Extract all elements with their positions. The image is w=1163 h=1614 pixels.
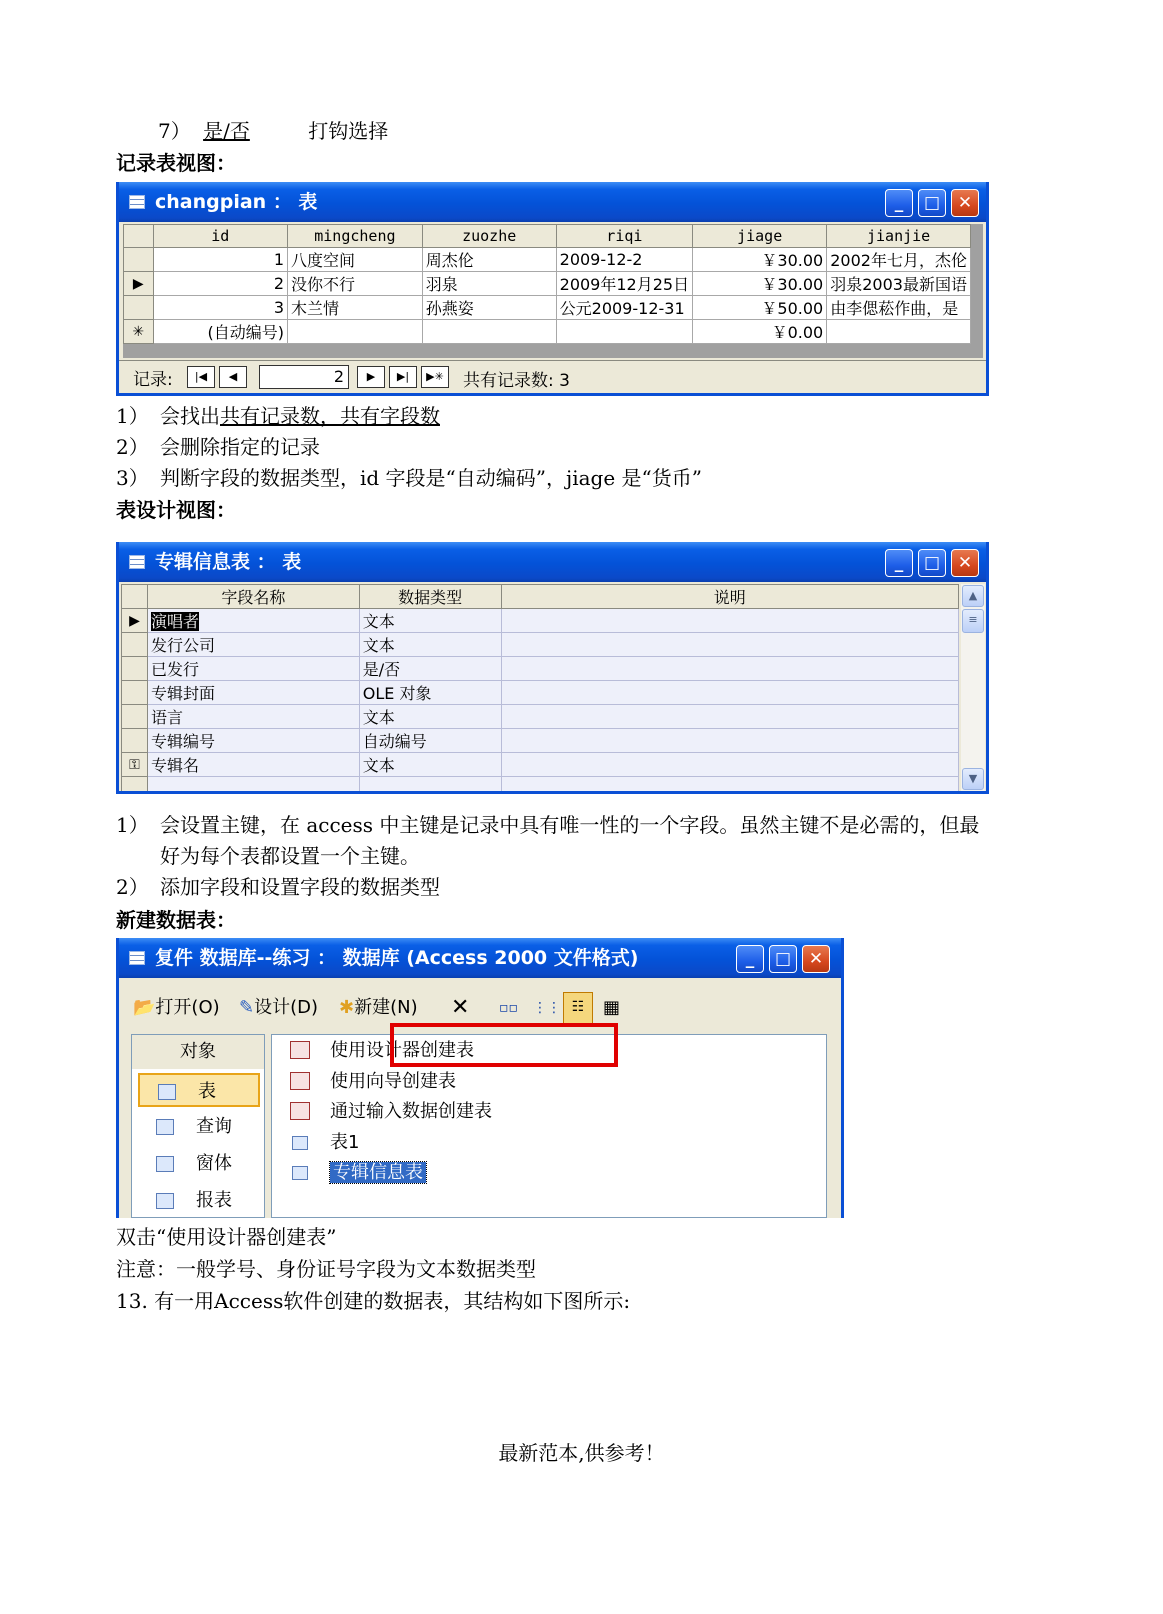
- cell-riqi[interactable]: 2009年12月25日: [556, 272, 692, 296]
- list-item-continuation: 好为每个表都设置一个主键。: [160, 844, 420, 868]
- design-button[interactable]: ✎设计(D): [239, 997, 318, 1018]
- heading-new-table: 新建数据表：: [116, 908, 236, 932]
- column-header-id[interactable]: id: [153, 225, 288, 248]
- last-record-icon[interactable]: ▶|: [389, 366, 417, 388]
- list-number: 7）: [158, 119, 191, 143]
- row-selector[interactable]: [122, 729, 148, 753]
- close-button[interactable]: ✕: [951, 189, 979, 217]
- object-item-label: 专辑信息表: [330, 1162, 426, 1183]
- data-type-cell[interactable]: 文本: [359, 609, 501, 633]
- type-name: 是/否: [203, 119, 250, 143]
- objects-pane: [131, 1034, 265, 1218]
- small-icons-icon[interactable]: ⋮⋮: [533, 1000, 561, 1016]
- maximize-button[interactable]: □: [918, 189, 946, 217]
- object-item-label: 通过输入数据创建表: [330, 1101, 492, 1122]
- db-toolbar: [133, 994, 833, 1024]
- cell-mingcheng[interactable]: [288, 320, 423, 344]
- table-icon: [129, 195, 145, 209]
- object-list: [271, 1034, 827, 1218]
- field-name-cell[interactable]: 语言: [147, 705, 359, 729]
- list-text: 添加字段和设置字段的数据类型: [160, 875, 440, 899]
- maximize-button[interactable]: □: [918, 549, 946, 577]
- highlight-box: [390, 1023, 618, 1067]
- row-selector[interactable]: [124, 248, 154, 272]
- list-2: [116, 812, 979, 905]
- cell-jiage[interactable]: ￥30.00: [693, 272, 827, 296]
- cell-id[interactable]: 3: [153, 296, 288, 320]
- field-name-cell[interactable]: [147, 609, 359, 633]
- cell-id[interactable]: (自动编号): [153, 320, 288, 344]
- column-header-riqi[interactable]: riqi: [556, 225, 692, 248]
- cell-jianjie[interactable]: [827, 320, 971, 344]
- large-icons-icon[interactable]: ▫▫: [499, 1000, 518, 1016]
- description-cell[interactable]: [501, 609, 958, 633]
- window-title: 专辑信息表 ： 表: [155, 551, 302, 573]
- column-header-jianjie[interactable]: jianjie: [827, 225, 971, 248]
- scroll-down-icon[interactable]: ▼: [962, 768, 984, 790]
- design-window: [116, 542, 989, 794]
- object-item-1[interactable]: [286, 1068, 456, 1096]
- cell-jianjie[interactable]: 羽泉2003最新国语: [827, 272, 971, 296]
- field-name-cell[interactable]: 专辑名: [147, 753, 359, 777]
- list-text: 判断字段的数据类型，id 字段是“自动编码”，jiage 是“货币”: [160, 466, 702, 490]
- table-row: [122, 729, 959, 753]
- scroll-thumb[interactable]: ≡: [962, 609, 984, 633]
- row-selector[interactable]: [122, 777, 148, 795]
- design-grid: [121, 584, 959, 794]
- create-table-icon: [290, 1041, 310, 1059]
- table-row: [124, 272, 971, 296]
- minimize-button[interactable]: _: [736, 945, 764, 973]
- open-button[interactable]: 📂打开(O): [133, 997, 220, 1018]
- table-row: [122, 705, 959, 729]
- field-name-cell[interactable]: 专辑封面: [147, 681, 359, 705]
- primary-key-icon[interactable]: ⚿: [122, 753, 148, 777]
- footer: 最新范本,供参考！: [498, 1441, 665, 1465]
- list-text: 会删除指定的记录: [160, 435, 320, 459]
- field-name-cell[interactable]: [147, 777, 359, 795]
- list-1: [116, 403, 702, 496]
- table-row: [122, 657, 959, 681]
- open-icon: 📂: [133, 997, 156, 1018]
- cell-zuozhe[interactable]: 周杰伦: [422, 248, 556, 272]
- description-cell[interactable]: [501, 705, 958, 729]
- table-row: [122, 633, 959, 657]
- object-item-label: 使用向导创建表: [330, 1070, 456, 1092]
- corner-selector[interactable]: [122, 585, 148, 609]
- row-selector[interactable]: [122, 633, 148, 657]
- cell-jianjie[interactable]: 2002年七月，杰伦: [827, 248, 971, 272]
- row-selector[interactable]: ▶: [124, 272, 154, 296]
- objects-header: 对象: [132, 1035, 264, 1069]
- minimize-button[interactable]: _: [885, 189, 913, 217]
- paragraph-note: 注意：一般学号、身份证号字段为文本数据类型: [116, 1257, 536, 1281]
- new-record-icon[interactable]: ▶✳: [421, 366, 449, 388]
- datasheet-area: [123, 224, 983, 358]
- description-cell[interactable]: [501, 729, 958, 753]
- object-type-icon: [156, 1156, 174, 1172]
- description-cell[interactable]: [501, 753, 958, 777]
- cell-riqi[interactable]: 公元2009-12-31: [556, 296, 692, 320]
- object-type-3[interactable]: 报表: [138, 1184, 260, 1218]
- table-icon: [129, 555, 145, 569]
- vertical-scrollbar[interactable]: [961, 584, 985, 792]
- object-type-icon: [156, 1119, 174, 1135]
- design-icon: ✎: [239, 997, 255, 1018]
- cell-jianjie[interactable]: 由李偲菘作曲，是: [827, 296, 971, 320]
- data-type-cell[interactable]: [359, 777, 501, 795]
- column-header-zuozhe[interactable]: zuozhe: [422, 225, 556, 248]
- cell-jiage[interactable]: ￥50.00: [693, 296, 827, 320]
- row-selector[interactable]: ✳: [124, 320, 154, 344]
- cell-mingcheng[interactable]: 没你不行: [288, 272, 423, 296]
- field-name-cell[interactable]: 已发行: [147, 657, 359, 681]
- table-row: [122, 681, 959, 705]
- field-name-cell[interactable]: 专辑编号: [147, 729, 359, 753]
- create-table-icon: [290, 1072, 310, 1090]
- record-navigator: [119, 360, 989, 393]
- row-selector[interactable]: [124, 296, 154, 320]
- list-text-underlined: 共有记录数，共有字段数: [220, 404, 440, 428]
- description-cell[interactable]: [501, 657, 958, 681]
- record-count: 共有记录数: 3: [463, 371, 570, 391]
- next-record-icon[interactable]: ▶: [357, 366, 385, 388]
- description-cell[interactable]: [501, 777, 958, 795]
- cell-mingcheng[interactable]: 八度空间: [288, 248, 423, 272]
- window-title: changpian ： 表: [155, 191, 318, 213]
- heading-record-view: 记录表视图：: [116, 151, 236, 175]
- list-number: 2）: [116, 875, 149, 899]
- create-table-icon: [290, 1102, 310, 1120]
- list-number: 2）: [116, 435, 149, 459]
- object-type-icon: [158, 1084, 176, 1100]
- data-type-cell[interactable]: 文本: [359, 633, 501, 657]
- paragraph-dblclick: 双击“使用设计器创建表”: [116, 1225, 337, 1249]
- list-item: [116, 465, 702, 496]
- column-header[interactable]: 字段名称: [147, 585, 359, 609]
- row-selector[interactable]: [122, 657, 148, 681]
- current-record-input[interactable]: 2: [259, 365, 349, 389]
- cell-id[interactable]: 1: [153, 248, 288, 272]
- close-button[interactable]: ✕: [802, 945, 830, 973]
- delete-icon[interactable]: ✕: [451, 995, 470, 1020]
- data-type-cell[interactable]: 文本: [359, 705, 501, 729]
- new-icon: ✱: [339, 997, 355, 1018]
- database-window: [116, 938, 844, 1218]
- table-row: [122, 609, 959, 633]
- data-type-cell[interactable]: 是/否: [359, 657, 501, 681]
- database-icon: [129, 951, 145, 965]
- selected-field-text: 演唱者: [150, 612, 199, 631]
- list-item: [116, 403, 702, 434]
- datasheet-grid: [123, 224, 971, 344]
- list-item: [158, 118, 388, 144]
- record-window: [116, 182, 989, 396]
- row-selector[interactable]: [122, 705, 148, 729]
- type-desc: 打钩选择: [308, 119, 389, 143]
- field-name-cell[interactable]: 发行公司: [147, 633, 359, 657]
- object-type-icon: [156, 1193, 174, 1209]
- column-header[interactable]: 数据类型: [359, 585, 501, 609]
- db-window-titlebar[interactable]: [119, 938, 841, 978]
- scroll-up-icon[interactable]: ▲: [962, 585, 984, 607]
- object-item-label: 表1: [330, 1131, 360, 1153]
- row-selector[interactable]: [122, 681, 148, 705]
- cell-mingcheng[interactable]: 木兰情: [288, 296, 423, 320]
- list-text: 会找出: [160, 404, 220, 428]
- object-type-2[interactable]: 窗体: [138, 1147, 260, 1181]
- details-view-icon[interactable]: ▦: [603, 997, 621, 1018]
- description-cell[interactable]: [501, 681, 958, 705]
- list-number: 1）: [116, 404, 149, 428]
- table-row: [122, 753, 959, 777]
- data-type-cell[interactable]: 文本: [359, 753, 501, 777]
- object-item-4[interactable]: [286, 1159, 426, 1187]
- first-record-icon[interactable]: |◀: [187, 366, 215, 388]
- cell-zuozhe[interactable]: 孙燕姿: [422, 296, 556, 320]
- table-row: [122, 777, 959, 795]
- data-type-cell[interactable]: OLE 对象: [359, 681, 501, 705]
- table-icon: [292, 1166, 308, 1180]
- cell-zuozhe[interactable]: 羽泉: [422, 272, 556, 296]
- minimize-button[interactable]: _: [885, 549, 913, 577]
- description-cell[interactable]: [501, 633, 958, 657]
- corner-selector[interactable]: [124, 225, 154, 248]
- list-item: [116, 434, 702, 465]
- maximize-button[interactable]: □: [769, 945, 797, 973]
- column-header[interactable]: 说明: [501, 585, 958, 609]
- window-title: 复件 数据库--练习 ： 数据库 (Access 2000 文件格式): [155, 947, 639, 969]
- cell-riqi[interactable]: [556, 320, 692, 344]
- table-row: [124, 248, 971, 272]
- table-row: [124, 296, 971, 320]
- object-item-label: 使用设计器创建表: [330, 1040, 474, 1061]
- data-type-cell[interactable]: 自动编号: [359, 729, 501, 753]
- table-icon: [292, 1136, 308, 1150]
- list-item: [116, 874, 979, 905]
- object-item-2[interactable]: [286, 1098, 492, 1126]
- table-row: [124, 320, 971, 344]
- cell-id[interactable]: 2: [153, 272, 288, 296]
- cell-zuozhe[interactable]: [422, 320, 556, 344]
- paragraph-question-13: 13. 有一用Access软件创建的数据表，其结构如下图所示:: [116, 1289, 631, 1313]
- design-window-titlebar[interactable]: [119, 542, 986, 582]
- record-window-titlebar[interactable]: [119, 182, 986, 222]
- object-type-1[interactable]: 查询: [138, 1110, 260, 1144]
- list-number: 3）: [116, 466, 149, 490]
- close-button[interactable]: ✕: [951, 549, 979, 577]
- list-text: 会设置主键，在 access 中主键是记录中具有唯一性的一个字段。虽然主键不是必需的，但最: [160, 813, 980, 837]
- design-grid-area: [121, 584, 959, 794]
- object-type-0[interactable]: 表: [138, 1073, 260, 1107]
- heading-design-view: 表设计视图：: [116, 498, 236, 522]
- cell-jiage[interactable]: ￥0.00: [693, 320, 827, 344]
- prev-record-icon[interactable]: ◀: [219, 366, 247, 388]
- list-view-icon[interactable]: ☷: [563, 992, 593, 1024]
- cell-riqi[interactable]: 2009-12-2: [556, 248, 692, 272]
- nav-label: 记录:: [133, 370, 173, 390]
- list-number: 1）: [116, 813, 149, 837]
- cell-jiage[interactable]: ￥30.00: [693, 248, 827, 272]
- column-header-mingcheng[interactable]: mingcheng: [288, 225, 423, 248]
- object-item-3[interactable]: [286, 1129, 359, 1157]
- column-header-jiage[interactable]: jiage: [693, 225, 827, 248]
- new-button[interactable]: ✱新建(N): [339, 997, 418, 1018]
- list-item: [116, 812, 979, 843]
- row-selector[interactable]: ▶: [122, 609, 148, 633]
